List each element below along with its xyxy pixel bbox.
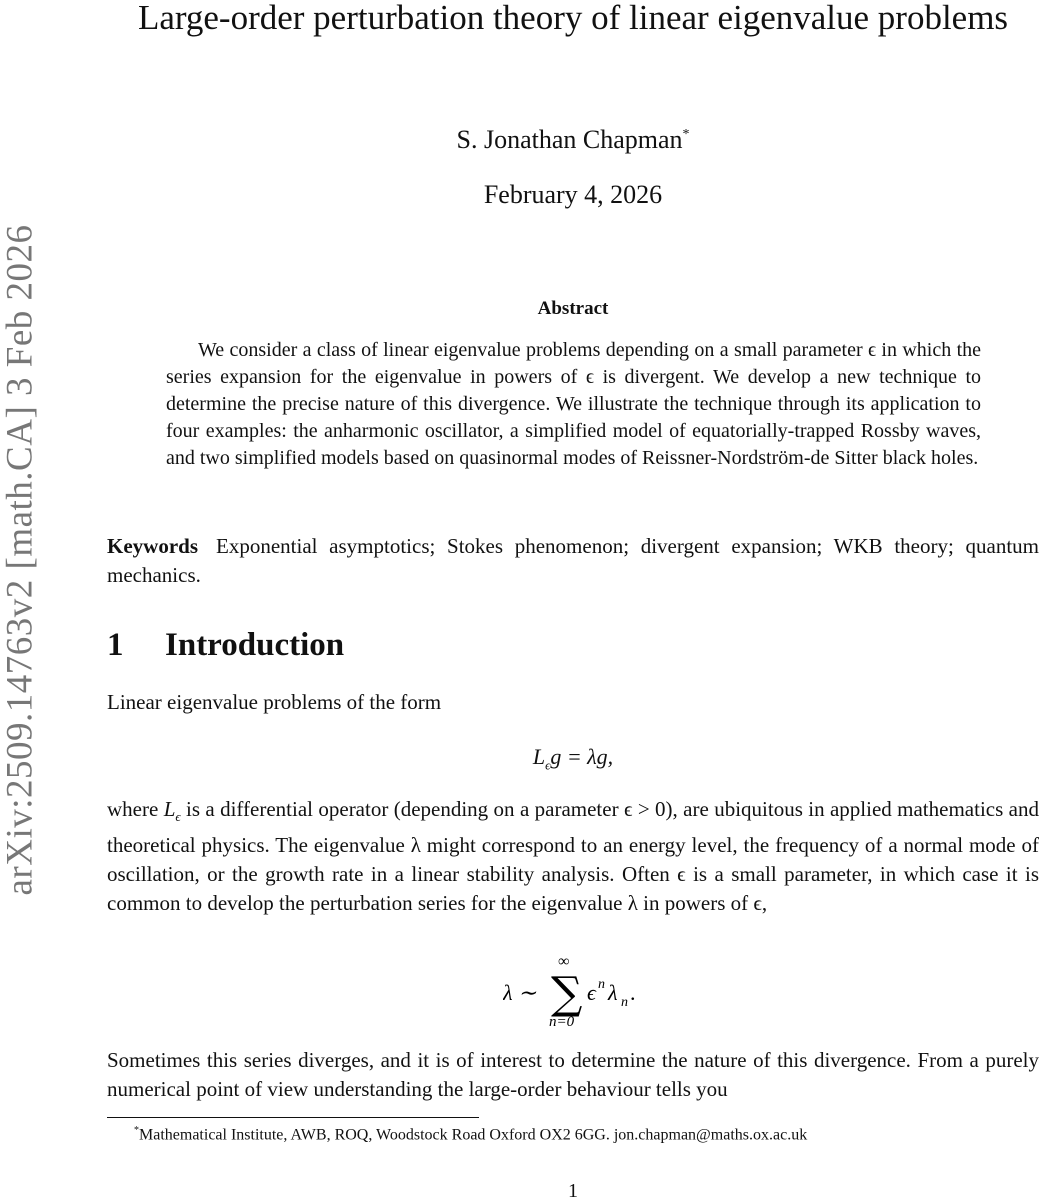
page-number: 1 (568, 1180, 578, 1202)
author-footnote-mark: * (682, 127, 690, 142)
paragraph-3: Sometimes this series diverges, and it is of interest to determine the nature of this divergence. From a purely numerical point of view understanding the large-order behaviour tells you (107, 1048, 1039, 1101)
eq2-lambda-sub: n (621, 995, 628, 1010)
para2-operator-sub: ϵ (175, 809, 181, 825)
footnote-rule (107, 1117, 479, 1118)
section-heading (107, 627, 344, 664)
eq1-subscript: ϵ (545, 757, 551, 773)
eq2-lhs: λ ∼ (503, 980, 537, 1005)
author (100, 125, 1040, 155)
section-number: 1 (107, 627, 124, 663)
equation-1 (100, 744, 1040, 773)
eq2-upper-limit: ∞ (558, 953, 570, 970)
eq2-lower-limit: n=0 (549, 1014, 575, 1030)
equation-2 (503, 950, 703, 1030)
eq2-epsilon: ϵ (587, 980, 596, 1005)
keywords-text: Exponential asymptotics; Stokes phenomenon; divergent expansion; WKB theory; quantum mechanics. (107, 534, 1039, 587)
footnote-text: Mathematical Institute, AWB, ROQ, Woodstock Road Oxford OX2 6GG. jon.chapman@maths.ox.ac.uk (139, 1126, 808, 1144)
section-title: Introduction (165, 627, 345, 663)
keywords (107, 532, 1039, 590)
keywords-label: Keywords (107, 534, 198, 558)
para2-rest: is a differential operator (depending on a parameter ϵ > 0), are ubiquitous in applied mathematics and theoretical physics. The eigenvalue λ might correspond to an energy level, the frequency of a normal mode of oscillation, or the growth rate in a linear stability analysis. Often ϵ is a small parameter, in which case it is common to develop the perturbation series for the eigenvalue λ in powers of ϵ, (107, 797, 1039, 916)
date: February 4, 2026 (483, 180, 663, 209)
eq2-sum-symbol: ∑ (551, 968, 583, 1019)
para2-start: where (107, 797, 164, 821)
paper-title: Large-order perturbation theory of linear eigenvalue problems (137, 0, 1009, 37)
eq1-operator: L (532, 744, 546, 769)
para2-operator (163, 797, 181, 825)
paragraph-2 (107, 795, 1039, 918)
paragraph-1: Linear eigenvalue problems of the form (107, 690, 442, 714)
abstract-text: We consider a class of linear eigenvalue problems depending on a small parameter ϵ in which the series expansion for the eigenvalue in powers of ϵ is divergent. We develop a new technique to determine the precise nature of this divergence. We illustrate the technique through its application to four examples: the anharmonic oscillator, a simplified model of equatorially-trapped Rossby waves, and two simplified models based on quasinormal modes of Reissner-Nordström-de Sitter black holes. (166, 339, 981, 469)
para2-operator-symbol: L (163, 797, 176, 821)
eq2-lambda: λ (608, 980, 618, 1005)
footnote-mark: * (134, 1125, 139, 1136)
eq2-exponent: n (598, 977, 605, 992)
eq1-rest: g = λg, (550, 744, 614, 769)
abstract-heading: Abstract (537, 298, 609, 319)
arxiv-id[interactable]: arXiv:2509.14763v2 [math.CA] 3 Feb 2026 (0, 224, 41, 896)
eq2-period: . (630, 980, 636, 1005)
author-name: S. Jonathan Chapman (456, 125, 683, 154)
footnote (134, 1125, 807, 1144)
